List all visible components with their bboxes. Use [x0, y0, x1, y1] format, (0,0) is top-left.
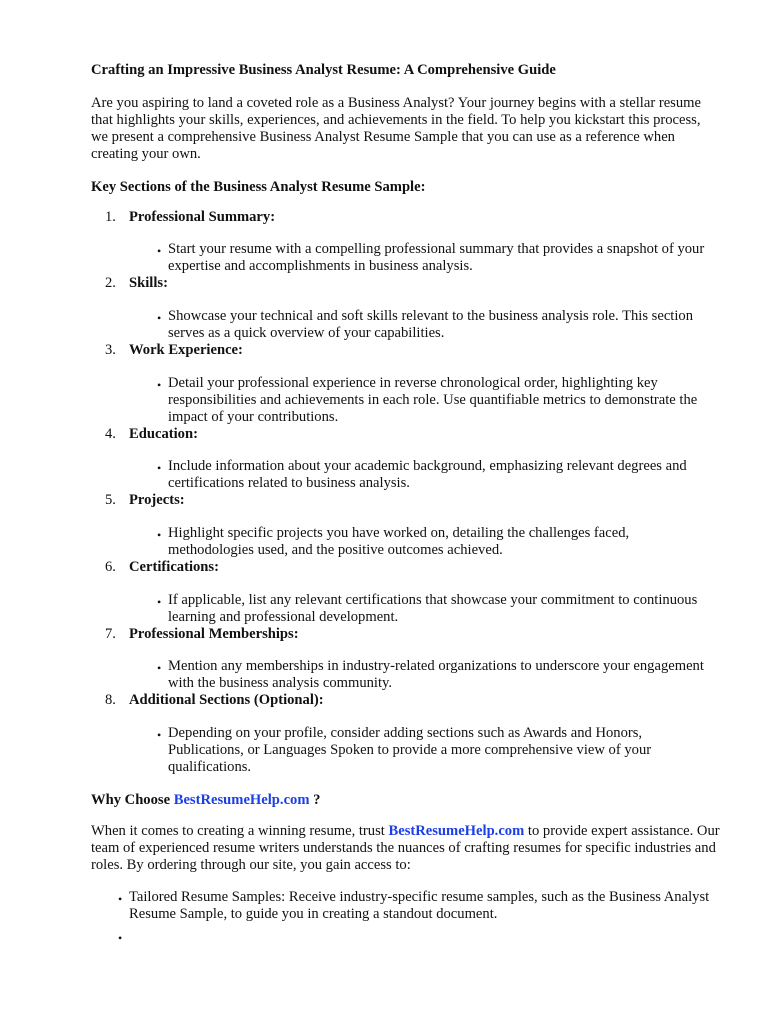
section-number: 5.	[105, 492, 116, 508]
why-choose-prefix: Why Choose	[91, 792, 174, 808]
section-bullet: Highlight specific projects you have worked on, detailing the challenges faced, methodologies used, and the positive outcomes achieved.	[168, 525, 630, 558]
section-bullet: If applicable, list any relevant certifications that showcase your commitment to continuous learning and professional development.	[168, 592, 698, 625]
bullet-icon: •	[157, 311, 162, 325]
bullet-icon: •	[157, 528, 162, 542]
section-number: 8.	[105, 692, 116, 708]
section-heading: Additional Sections (Optional):	[129, 692, 324, 708]
bullet-icon: •	[157, 728, 162, 742]
intro-paragraph: Are you aspiring to land a coveted role as a Business Analyst? Your journey begins with a stellar resume that highlights your skills, experiences, and achievements in the field. To help you kickstart this process, we present a comprehensive Business Analyst Resume Sample that you can use as a reference when creating your own.	[91, 95, 701, 162]
section-heading: Skills:	[129, 275, 168, 291]
bestresumehelp-link[interactable]: BestResumeHelp.com	[173, 792, 310, 808]
section-bullet: Include information about your academic background, emphasizing relevant degrees and certifications related to business analysis.	[168, 458, 687, 491]
paragraph-text-before: When it comes to creating a winning resume, trust	[91, 823, 389, 839]
bullet-icon: •	[157, 661, 162, 675]
section-number: 2.	[105, 275, 116, 291]
section-heading: Work Experience:	[129, 342, 243, 358]
section-bullet: Start your resume with a compelling professional summary that provides a snapshot of your expertise and accomplishments in business analysis.	[168, 241, 705, 274]
why-choose-suffix: ?	[309, 792, 321, 808]
bullet-icon: •	[118, 892, 123, 906]
bullet-icon: •	[118, 931, 123, 945]
section-bullet: Depending on your profile, consider adding sections such as Awards and Honors, Publications, or Languages Spoken to provide a more comprehensive view of your qualifications.	[168, 725, 652, 775]
paragraph-text-after: to provide expert assistance. Our team of experienced resume writers understands the nuances of crafting resumes for specific industries and roles. By ordering through our site, you gain access to:	[91, 823, 720, 873]
section-bullet: Showcase your technical and soft skills relevant to the business analysis role. This section serves as a quick overview of your capabilities.	[168, 308, 693, 341]
section-number: 6.	[105, 559, 116, 575]
section-number: 1.	[105, 209, 116, 225]
key-sections-heading: Key Sections of the Business Analyst Resume Sample:	[91, 179, 426, 195]
bullet-icon: •	[157, 378, 162, 392]
section-heading: Professional Summary:	[129, 209, 276, 225]
bullet-icon: •	[157, 461, 162, 475]
section-bullet: Mention any memberships in industry-related organizations to underscore your engagement with the business analysis community.	[168, 658, 704, 691]
bullet-icon: •	[157, 595, 162, 609]
section-heading: Certifications:	[129, 559, 219, 575]
bestresumehelp-inline-link[interactable]: BestResumeHelp.com	[388, 823, 525, 839]
section-number: 4.	[105, 426, 116, 442]
benefit-text: Tailored Resume Samples: Receive industry-specific resume samples, such as the Business Analyst Resume Sample, to guide you in creating a standout document.	[129, 889, 710, 922]
bullet-icon: •	[157, 244, 162, 258]
why-choose-heading	[91, 792, 320, 809]
section-heading: Projects:	[129, 492, 185, 508]
section-bullet: Detail your professional experience in reverse chronological order, highlighting key responsibilities and achievements in each role. Use quantifiable metrics to demonstrate the impact of your contributions.	[168, 375, 698, 425]
section-heading: Professional Memberships:	[129, 626, 299, 642]
section-heading: Education:	[129, 426, 198, 442]
section-number: 3.	[105, 342, 116, 358]
page-title: Crafting an Impressive Business Analyst Resume: A Comprehensive Guide	[91, 62, 556, 78]
section-number: 7.	[105, 626, 116, 642]
expert-assistance-paragraph	[91, 823, 721, 874]
